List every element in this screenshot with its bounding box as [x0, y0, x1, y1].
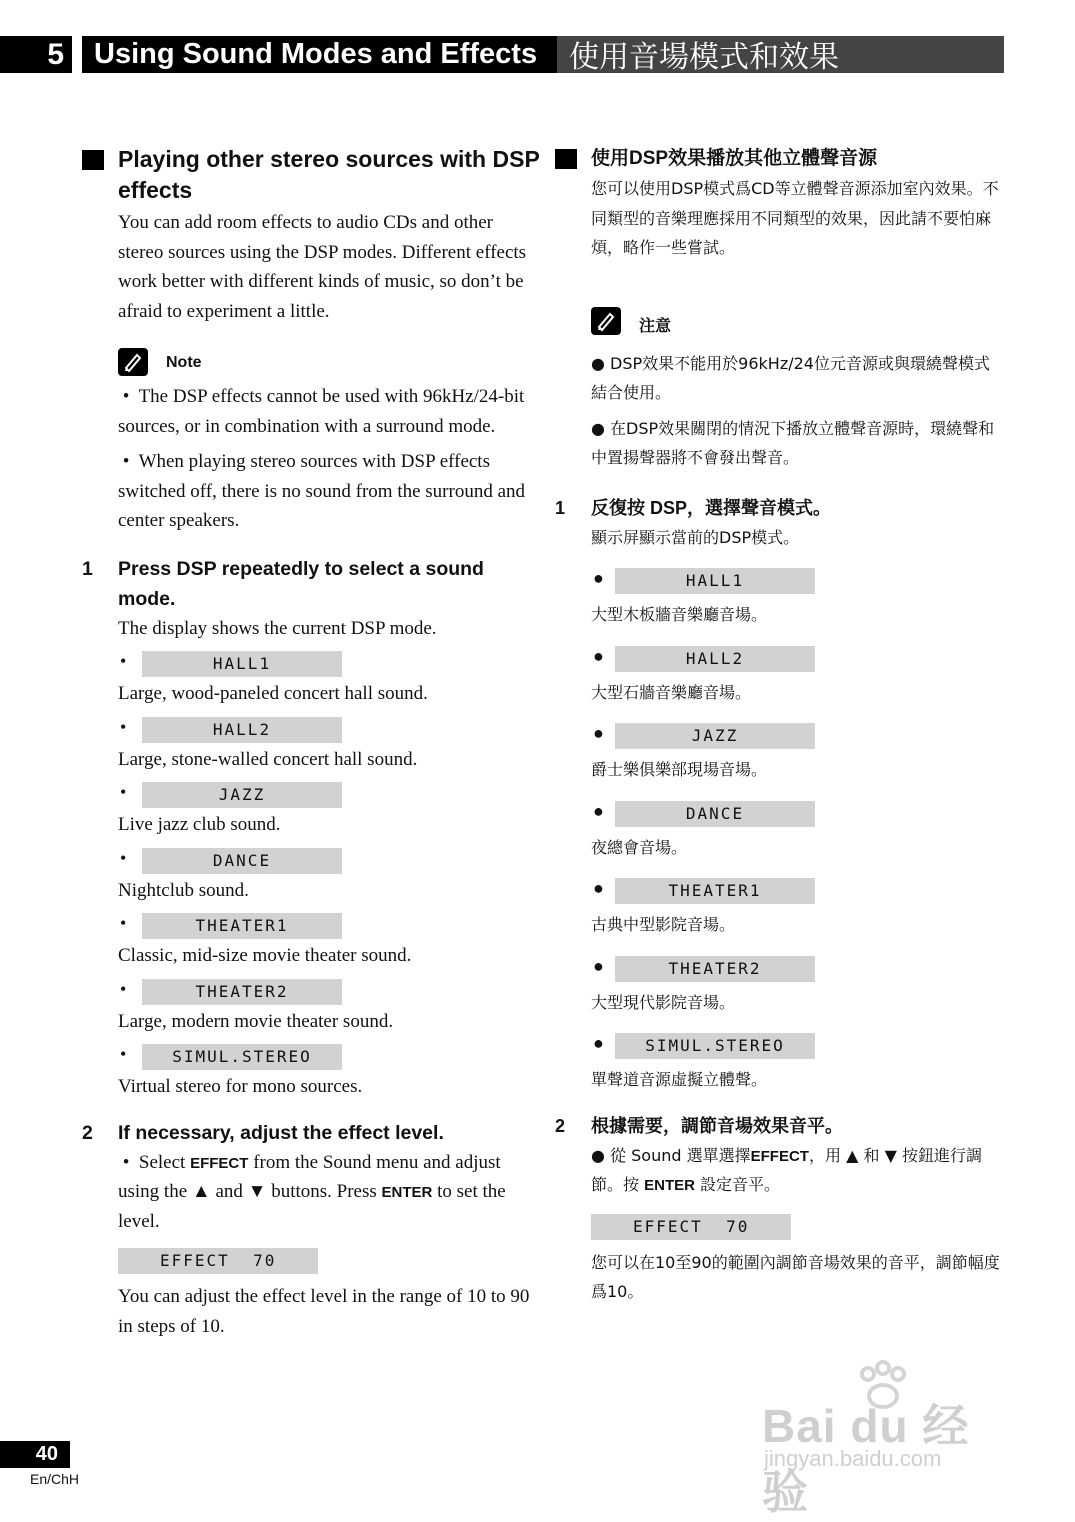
- mode-description: 大型石牆音樂廳音場。: [591, 682, 752, 702]
- lcd-display: DANCE: [142, 848, 342, 874]
- mode-display-row: [82, 1042, 542, 1072]
- note-pencil-icon: [591, 307, 621, 335]
- mode-display-row: [82, 780, 542, 810]
- chapter-title-zh: 使用音場模式和效果: [557, 36, 1004, 73]
- mode-display-row: [555, 566, 1005, 596]
- bullet: ●: [593, 800, 604, 821]
- note-label: Note: [166, 354, 202, 371]
- lcd-display: THEATER2: [142, 979, 342, 1005]
- enter-key: ENTER: [381, 1184, 433, 1201]
- mode-description: Live jazz club sound.: [118, 814, 281, 835]
- bullet: ●: [593, 723, 604, 743]
- lcd-display: HALL1: [615, 568, 815, 594]
- bullet: ●: [593, 645, 604, 666]
- effect-display: EFFECT 70: [118, 1248, 318, 1274]
- mode-display-row: [82, 649, 542, 679]
- down-arrow-icon: ▼: [247, 1181, 267, 1202]
- note-header-zh: [555, 307, 1005, 339]
- mode-list: [82, 649, 542, 1102]
- bullet: •: [120, 716, 127, 737]
- effect-range-text: You can adjust the effect level in the range of 10 to 90 in steps of 10.: [118, 1286, 530, 1337]
- note-item: • When playing stereo sources with DSP effects switched off, there is no sound from the surround and center speakers.: [118, 451, 526, 531]
- note-label-zh: 注意: [639, 317, 672, 335]
- mode-display-row: [555, 799, 1005, 829]
- section-title-text: Playing other stereo sources with DSP effects: [118, 146, 540, 203]
- lcd-display: HALL1: [142, 651, 342, 677]
- mode-description: 單聲道音源虛擬立體聲。: [591, 1070, 768, 1089]
- step-2-title-zh: 2 根據需要，調節音場效果音平。: [555, 1115, 843, 1136]
- baidu-watermark: [762, 1360, 1012, 1518]
- chapter-title: Using Sound Modes and Effects: [82, 36, 557, 73]
- mode-description: Large, wood-paneled concert hall sound.: [118, 683, 428, 704]
- language-code: En/ChH: [30, 1471, 80, 1487]
- note-pencil-icon: [118, 348, 148, 376]
- lcd-display: DANCE: [615, 801, 815, 827]
- effect-display-zh: EFFECT 70: [591, 1214, 791, 1240]
- effect-range-text-zh: 您可以在10至90的範圍內調節音場效果的音平，調節幅度爲10。: [591, 1252, 1000, 1301]
- step-2-instruction: • Select EFFECT from the Sound menu and adjust using the ▲ and ▼ buttons. Press ENTER to set the level.: [118, 1151, 506, 1232]
- mode-description: 大型現代影院音場。: [591, 992, 736, 1012]
- lcd-display: HALL2: [615, 646, 815, 672]
- mode-display-row: [82, 977, 542, 1007]
- mode-display-row: [82, 715, 542, 745]
- bullet: ●: [593, 955, 604, 976]
- note-item: • The DSP effects cannot be used with 96kHz/24-bit sources, or in combination with a surround mode.: [118, 386, 525, 437]
- step-2-instruction-zh: ● 從 Sound 選單選擇EFFECT，用 ▲ 和 ▼ 按鈕進行調節。按 ENTER 設定音平。: [591, 1145, 982, 1194]
- mode-display-row: [555, 721, 1005, 751]
- down-arrow-icon: ▼: [884, 1145, 897, 1165]
- bullet: ●: [593, 568, 604, 588]
- section-title-zh: [555, 144, 1005, 174]
- mode-display-row: [555, 954, 1005, 984]
- mode-display-row: [555, 644, 1005, 674]
- lcd-display: THEATER2: [615, 956, 815, 982]
- section-title: [82, 144, 542, 206]
- bullet: •: [120, 978, 127, 999]
- step-2-title: 2 If necessary, adjust the effect level.: [82, 1121, 444, 1144]
- intro-paragraph: You can add room effects to audio CDs and other stereo sources using the DSP modes. Different effects work better with different kinds of music, so don’t be afraid to experiment a little.: [118, 212, 527, 322]
- note-header: [82, 348, 542, 380]
- bullet: •: [120, 782, 127, 802]
- note-item-zh: ● DSP效果不能用於96kHz/24位元音源或與環繞聲模式結合使用。: [591, 353, 990, 402]
- mode-description: Virtual stereo for mono sources.: [118, 1076, 363, 1097]
- step-1-title-zh: 1 反復按 DSP，選擇聲音模式。: [555, 497, 832, 518]
- note-item-zh: ● 在DSP效果關閉的情況下播放立體聲音源時，環繞聲和中置揚聲器將不會發出聲音。: [591, 418, 995, 467]
- mode-display-row: [82, 846, 542, 876]
- bullet: •: [120, 651, 127, 671]
- step-1-title: 1 Press DSP repeatedly to select a sound mode.: [82, 557, 484, 610]
- chapter-number: 5: [0, 36, 72, 73]
- bullet: ●: [593, 1033, 604, 1053]
- lcd-display: HALL2: [142, 717, 342, 743]
- lcd-display: SIMUL.STEREO: [142, 1044, 342, 1070]
- mode-description: Nightclub sound.: [118, 879, 249, 901]
- right-column: [555, 144, 1005, 1307]
- section-title-text-zh: 使用DSP效果播放其他立體聲音源: [591, 148, 878, 169]
- mode-description: Large, stone-walled concert hall sound.: [118, 748, 418, 770]
- watermark-url: jingyan.baidu.com: [764, 1446, 942, 1471]
- enter-key: ENTER: [644, 1177, 695, 1194]
- section-marker: [82, 150, 104, 170]
- bullet: •: [120, 913, 127, 933]
- effect-key: EFFECT: [750, 1147, 809, 1165]
- mode-description: 爵士樂俱樂部現場音場。: [591, 760, 768, 779]
- effect-key: EFFECT: [190, 1154, 249, 1172]
- lcd-display: THEATER1: [615, 878, 815, 904]
- bullet: •: [120, 847, 127, 868]
- lcd-display: JAZZ: [142, 782, 342, 808]
- left-column: [82, 144, 542, 1341]
- section-marker: [555, 149, 577, 169]
- bullet: •: [120, 1044, 127, 1064]
- mode-description: 大型木板牆音樂廳音場。: [591, 605, 768, 624]
- mode-description: Large, modern movie theater sound.: [118, 1010, 394, 1032]
- mode-display-row: [555, 1031, 1005, 1061]
- watermark-brand: Bai du 经验: [762, 1400, 970, 1518]
- lcd-display: SIMUL.STEREO: [615, 1033, 815, 1059]
- page-number: 40: [0, 1441, 70, 1468]
- intro-paragraph-zh: 您可以使用DSP模式爲CD等立體聲音源添加室內效果。不同類型的音樂理應採用不同類型的效果，因此請不要怕麻煩，略作一些嘗試。: [591, 179, 999, 257]
- mode-description: 古典中型影院音場。: [591, 915, 736, 934]
- up-arrow-icon: ▲: [191, 1181, 211, 1202]
- lcd-display: THEATER1: [142, 913, 342, 939]
- mode-display-row: [82, 911, 542, 941]
- mode-display-row: [555, 876, 1005, 906]
- bullet: ●: [593, 878, 604, 898]
- step-1-desc-zh: 顯示屏顯示當前的DSP模式。: [591, 527, 800, 547]
- mode-list-zh: [555, 566, 1005, 1095]
- step-1-desc: The display shows the current DSP mode.: [118, 617, 437, 639]
- mode-description: 夜總會音場。: [591, 837, 688, 857]
- up-arrow-icon: ▲: [846, 1145, 859, 1165]
- lcd-display: JAZZ: [615, 723, 815, 749]
- mode-description: Classic, mid-size movie theater sound.: [118, 945, 412, 966]
